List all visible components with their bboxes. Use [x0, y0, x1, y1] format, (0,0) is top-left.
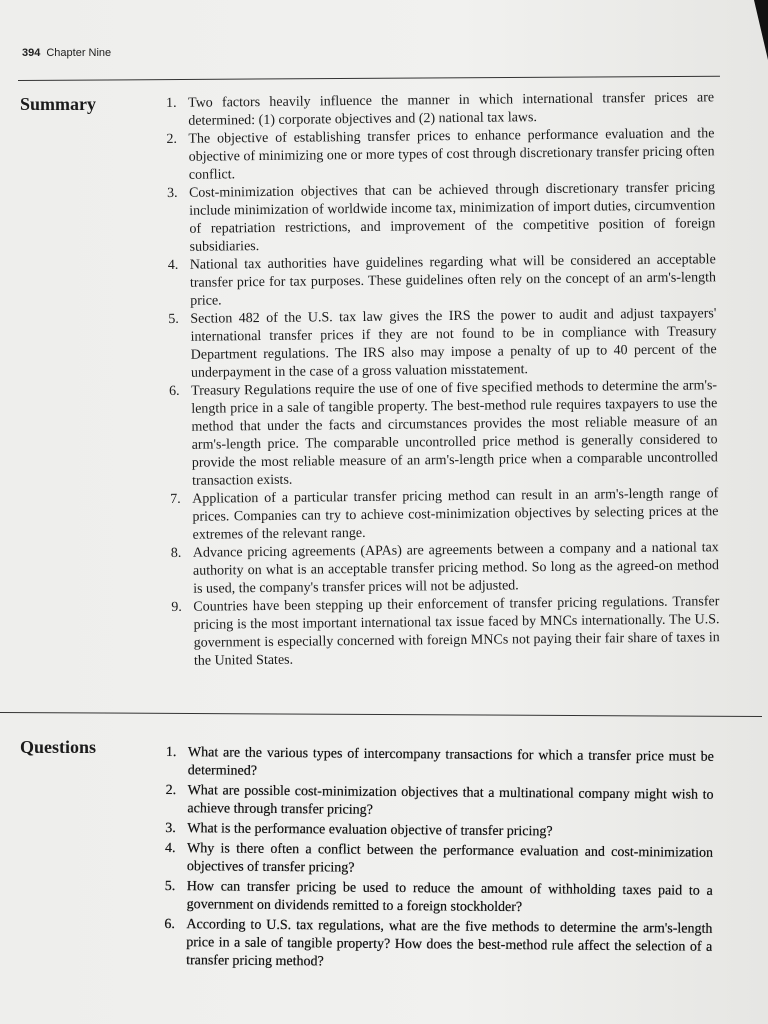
- item-number: 1.: [165, 744, 177, 761]
- summary-item: [171, 539, 720, 599]
- questions-list: [164, 744, 714, 977]
- item-number: 2.: [165, 782, 177, 799]
- summary-item: [168, 251, 717, 311]
- summary-list: [166, 89, 720, 671]
- item-number: 5.: [168, 311, 179, 327]
- item-text: How can transfer pricing be used to reduce the amount of withholding taxes paid to a government on dividends remitted to a foreign stockholder?: [186, 879, 713, 916]
- item-number: 3.: [166, 185, 178, 201]
- item-number: 6.: [164, 916, 175, 933]
- item-number: 4.: [167, 257, 179, 273]
- question-item: [166, 744, 714, 785]
- summary-item: [166, 125, 715, 185]
- item-text: The objective of establishing transfer prices to enhance performance evaluation and the objective of minimizing one or more types of cost through discretionary transfer pricing often conflict.: [188, 126, 715, 183]
- item-text: Treasury Regulations require the use of one of five specified methods to determine the arm's-length price in a sale of tangible property. The best-method rule requires taxpayers to use the method that under the facts and circumstances provides the most reliable measure of an arm's-length price. The comparable uncontrolled price method is generally considered to provide the most reliable measure of an arm's-length price when a comparable uncontrolled transaction exists.: [191, 378, 718, 489]
- item-text: Countries have been stepping up their enforcement of transfer pricing regulations. Transfer pricing is the most important international tax issue faced by MNCs internationally. The U.S. government is especially concerned with foreign MNCs not paying their fair share of taxes in the United States.: [193, 594, 720, 669]
- summary-item: [170, 485, 719, 545]
- question-item: [165, 820, 713, 843]
- item-text: Two factors heavily influence the manner in which international transfer prices are determined: (1) corporate objectives and (2) national tax laws.: [188, 90, 715, 129]
- item-text: What are possible cost-minimization objectives that a multinational company might wish to achieve through transfer pricing?: [187, 783, 714, 818]
- item-text: Advance pricing agreements (APAs) are agreements between a company and a national tax authority on what is an acceptable transfer pricing method. So long as the agreed-on method is used, the company's transfer prices will not be adjusted.: [192, 540, 720, 597]
- item-text: National tax authorities have guidelines regarding what will be considered an acceptable transfer price for tax purposes. These guidelines often rely on the concept of an arm's-length price.: [189, 252, 717, 309]
- item-text: Why is there often a conflict between the performance evaluation and cost-minimization objectives of transfer pricing?: [186, 841, 714, 876]
- summary-item: [168, 305, 717, 383]
- summary-item: [169, 377, 718, 491]
- summary-item: [166, 89, 714, 131]
- item-text: Cost-minimization objectives that can be achieved through discretionary transfer pricing include minimization of worldwide income tax, minimization of import duties, circumvention of repatriation restrictions, and improvement of the competitive position of foreign subsidiaries.: [188, 180, 716, 255]
- page-number: 394: [22, 47, 41, 59]
- item-number: 2.: [166, 131, 178, 147]
- item-number: 8.: [170, 545, 182, 561]
- item-number: 6.: [169, 383, 180, 399]
- item-number: 9.: [171, 599, 182, 615]
- question-item: [165, 878, 713, 919]
- running-header: [22, 47, 111, 59]
- item-number: 1.: [166, 95, 177, 111]
- item-text: Application of a particular transfer pricing method can result in an arm's-length range of prices. Companies can try to achieve cost-minimization objectives by selecting prices at the extremes of the relevant range.: [192, 486, 719, 543]
- question-item: [165, 840, 713, 881]
- summary-heading: Summary: [20, 94, 96, 114]
- questions-heading: Questions: [20, 737, 97, 757]
- page-corner-shadow: [754, 0, 768, 60]
- question-item: [164, 916, 712, 975]
- item-number: 5.: [164, 878, 176, 895]
- summary-item: [167, 179, 716, 257]
- item-text: What are the various types of intercompany transactions for which a transfer price must be determined?: [187, 745, 714, 779]
- item-text: Section 482 of the U.S. tax law gives the IRS the power to audit and adjust taxpayers' international transfer prices if they are not found to be in compliance with Treasury Department regulations. The IRS also may impose a penalty of up to 40 percent of the underpayment in the case of a gross valuation misstatement.: [190, 306, 717, 381]
- question-item: [165, 782, 713, 823]
- item-text: According to U.S. tax regulations, what are the five methods to determine the arm's-length price in a sale of tangible property? How does the best-method rule affect the selection of a transfer pricing method?: [186, 917, 713, 970]
- summary-rule: [18, 76, 720, 82]
- questions-rule: [0, 712, 762, 717]
- chapter-title: Chapter Nine: [46, 47, 112, 59]
- summary-item: [171, 593, 720, 671]
- item-number: 7.: [170, 491, 181, 507]
- item-text: What is the performance evaluation objective of transfer pricing?: [187, 821, 553, 840]
- item-number: 3.: [165, 820, 176, 837]
- item-number: 4.: [165, 840, 176, 857]
